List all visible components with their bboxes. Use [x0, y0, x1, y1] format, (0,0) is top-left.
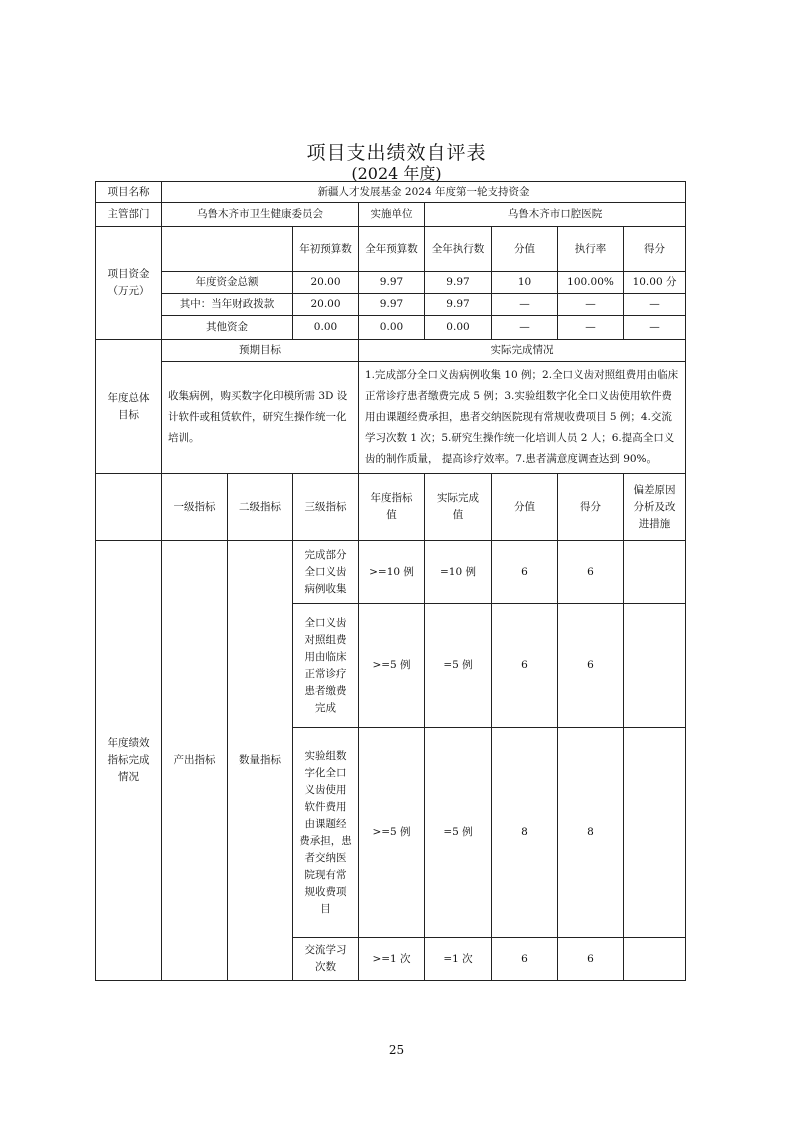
funds-header-initial-budget: 年初预算数: [293, 227, 359, 272]
goals-label: 年度总体 目标: [96, 340, 162, 474]
page-subtitle: (2024 年度): [351, 164, 442, 183]
department-value: 乌鲁木齐市卫生健康委员会: [162, 203, 359, 227]
implementing-unit-label: 实施单位: [359, 203, 425, 227]
goals-expected-header: 预期目标: [162, 340, 359, 362]
funds-cell: —: [492, 294, 558, 316]
funds-cell: —: [624, 294, 686, 316]
indicators-header-level1: 一级指标: [162, 474, 228, 541]
funds-cell: 20.00: [293, 272, 359, 294]
indicators-header-blank: [96, 474, 162, 541]
funds-cell: —: [624, 316, 686, 340]
goals-actual-text: 1.完成部分全口义齿病例收集 10 例；2.全口义齿对照组费用由临床正常诊疗患者缴费完成 5 例；3.实验组数字化全口义齿使用软件费用由课题经费承担，患者交纳医院现有常规收费项目 5 例；4.交流学习次数 1 次；5.研究生操作统一化培训人员 2 人；6.提高全口义齿的制作质量， 提高诊疗效率。7.患者满意度调查达到 90%。: [359, 362, 686, 474]
project-name-value: 新疆人才发展基金 2024 年度第一轮支持资金: [162, 182, 686, 203]
indicators-header-deviation: 偏差原因 分析及改 进措施: [624, 474, 686, 541]
funds-header-blank: [162, 227, 293, 272]
indicators-header-level3: 三级指标: [293, 474, 359, 541]
indicator-target: >=1 次: [359, 938, 425, 981]
page-number: 25: [388, 1043, 405, 1057]
funds-header-annual-budget: 全年预算数: [359, 227, 425, 272]
indicator-row: [96, 541, 686, 604]
indicator-score-value: 6: [492, 604, 558, 728]
funds-row-label: 年度资金总额: [162, 272, 293, 294]
funds-row: [96, 316, 686, 340]
indicators-header-row: [96, 474, 686, 541]
funds-cell: 9.97: [359, 272, 425, 294]
indicator-score-value: 8: [492, 728, 558, 938]
funds-cell: 0.00: [425, 316, 492, 340]
funds-row: [96, 294, 686, 316]
indicators-header-score: 得分: [558, 474, 624, 541]
implementing-unit-value: 乌鲁木齐市口腔医院: [425, 203, 686, 227]
funds-row-label: 其中：当年财政拨款: [162, 294, 293, 316]
indicator-note: [624, 938, 686, 981]
funds-header-row: [96, 227, 686, 272]
funds-cell: 0.00: [359, 316, 425, 340]
indicator-target: >=5 例: [359, 728, 425, 938]
goals-content-row: [96, 362, 686, 474]
indicator-actual: =10 例: [425, 541, 492, 604]
funds-cell: 9.97: [425, 294, 492, 316]
funds-cell: 20.00: [293, 294, 359, 316]
performance-table: [95, 181, 686, 981]
indicator-actual: =1 次: [425, 938, 492, 981]
indicator-level2: 数量指标: [228, 541, 293, 981]
funds-cell: 0.00: [293, 316, 359, 340]
indicator-target: >=5 例: [359, 604, 425, 728]
department-label: 主管部门: [96, 203, 162, 227]
indicator-score: 6: [558, 604, 624, 728]
indicators-header-actual: 实际完成 值: [425, 474, 492, 541]
funds-cell: 100.00%: [558, 272, 624, 294]
indicator-note: [624, 604, 686, 728]
indicator-actual: =5 例: [425, 728, 492, 938]
indicators-header-score-value: 分值: [492, 474, 558, 541]
indicators-header-target: 年度指标 值: [359, 474, 425, 541]
indicator-level3: 实验组数 字化全口 义齿使用 软件费用 由课题经 费承担，患 者交纳医 院现有常 规收费项 目: [293, 728, 359, 938]
funds-row: [96, 272, 686, 294]
indicator-actual: =5 例: [425, 604, 492, 728]
indicator-level3: 交流学习 次数: [293, 938, 359, 981]
funds-cell: 10: [492, 272, 558, 294]
funds-header-score: 得分: [624, 227, 686, 272]
project-name-row: [96, 182, 686, 203]
indicator-note: [624, 541, 686, 604]
indicator-level1: 产出指标: [162, 541, 228, 981]
funds-header-execution-rate: 执行率: [558, 227, 624, 272]
funds-cell: 9.97: [425, 272, 492, 294]
indicator-score: 6: [558, 541, 624, 604]
indicators-section-label: 年度绩效 指标完成 情况: [96, 541, 162, 981]
funds-cell: 10.00 分: [624, 272, 686, 294]
funds-cell: —: [492, 316, 558, 340]
funds-header-annual-executed: 全年执行数: [425, 227, 492, 272]
funds-cell: 9.97: [359, 294, 425, 316]
indicator-score: 6: [558, 938, 624, 981]
funds-header-score-value: 分值: [492, 227, 558, 272]
indicators-header-level2: 二级指标: [228, 474, 293, 541]
indicator-score-value: 6: [492, 541, 558, 604]
indicator-score-value: 6: [492, 938, 558, 981]
goals-header-row: [96, 340, 686, 362]
page-title: 项目支出绩效自评表: [306, 142, 487, 164]
project-name-label: 项目名称: [96, 182, 162, 203]
indicator-level3: 完成部分 全口义齿 病例收集: [293, 541, 359, 604]
funds-row-label: 其他资金: [162, 316, 293, 340]
department-row: [96, 203, 686, 227]
indicator-target: >=10 例: [359, 541, 425, 604]
indicator-level3: 全口义齿 对照组费 用由临床 正常诊疗 患者缴费 完成: [293, 604, 359, 728]
funds-cell: —: [558, 294, 624, 316]
goals-actual-header: 实际完成情况: [359, 340, 686, 362]
funds-label: 项目资金 （万元）: [96, 227, 162, 340]
indicator-score: 8: [558, 728, 624, 938]
indicator-note: [624, 728, 686, 938]
goals-expected-text: 收集病例，购买数字化印模所需 3D 设计软件或租赁软件，研究生操作统一化培训。: [162, 362, 359, 474]
funds-cell: —: [558, 316, 624, 340]
